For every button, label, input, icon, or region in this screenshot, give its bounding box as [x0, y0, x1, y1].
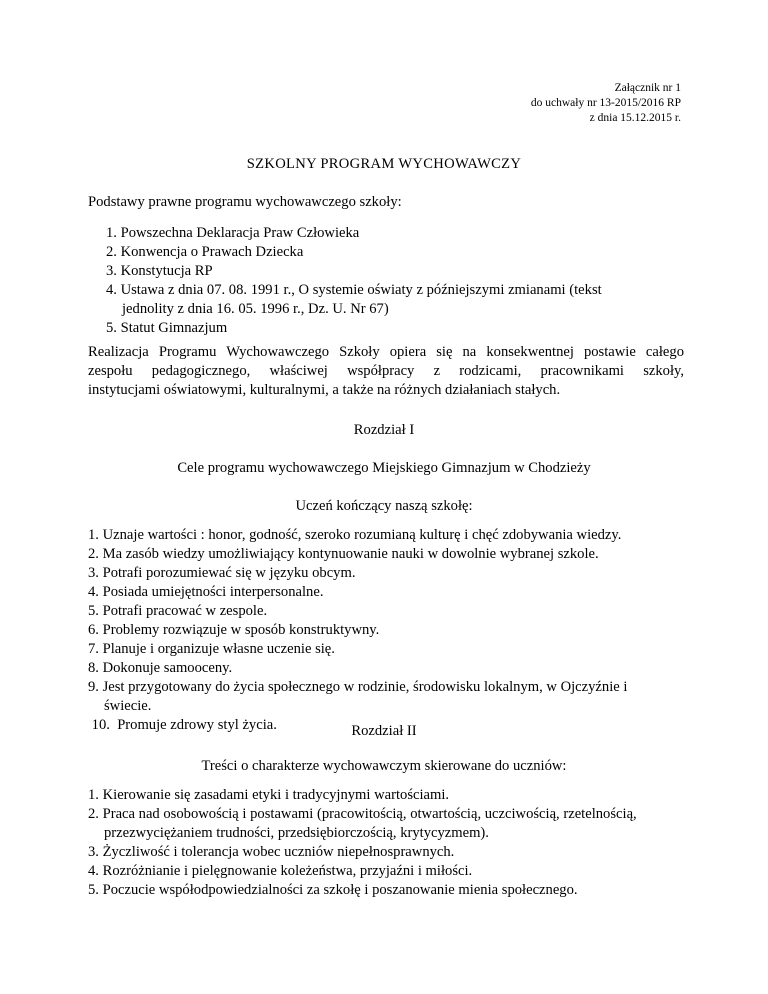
list-item: 8. Dokonuje samooceny.	[88, 660, 233, 676]
annex-number: Załącznik nr 1	[614, 82, 681, 94]
program-paragraph	[88, 343, 684, 400]
annex-resolution: do uchwały nr 13-2015/2016 RP	[530, 97, 681, 109]
list-item: 1. Kierowanie się zasadami etyki i tradycyjnymi wartościami.	[88, 787, 450, 803]
list-item: 2. Ma zasób wiedzy umożliwiający kontynuowanie nauki w dowolnie wybranej szkole.	[88, 546, 599, 562]
paragraph-line: instytucjami oświatowymi, kulturalnymi, a także na różnych działaniach stałych.	[88, 382, 561, 398]
chapter-1-subtitle: Cele programu wychowawczego Miejskiego Gimnazjum w Chodzieży	[177, 460, 591, 476]
paragraph-line: Realizacja Programu Wychowawczego Szkoły opiera się na konsekwentnej postawie całego	[88, 344, 684, 360]
legal-basis-list	[106, 224, 686, 338]
goals-list	[88, 526, 688, 735]
legal-basis-intro: Podstawy prawne programu wychowawczego szkoły:	[88, 194, 402, 210]
list-item: 7. Planuje i organizuje własne uczenie się.	[88, 641, 335, 657]
chapter-2-subtitle: Treści o charakterze wychowawczym skierowane do uczniów:	[201, 758, 567, 774]
list-item: 1. Powszechna Deklaracja Praw Człowieka	[106, 225, 360, 241]
list-item: 1. Uznaje wartości : honor, godność, szeroko rozumianą kulturę i chęć zdobywania wiedzy.	[88, 527, 622, 543]
list-item: 2. Konwencja o Prawach Dziecka	[106, 244, 304, 260]
list-item: 5. Potrafi pracować w zespole.	[88, 603, 268, 619]
chapter-1-lead: Uczeń kończący naszą szkołę:	[295, 498, 473, 514]
annex-date: z dnia 15.12.2015 r.	[589, 112, 681, 124]
list-item: 3. Potrafi porozumiewać się w języku obcym.	[88, 565, 356, 581]
list-item: 5. Statut Gimnazjum	[106, 320, 228, 336]
list-item: 10. Promuje zdrowy styl życia.	[88, 717, 277, 733]
document-title: SZKOLNY PROGRAM WYCHOWAWCZY	[246, 156, 522, 172]
list-item-continuation: świecie.	[104, 698, 152, 714]
list-item: 3. Życzliwość i tolerancja wobec uczniów niepełnosprawnych.	[88, 844, 455, 860]
list-item: 5. Poczucie współodpowiedzialności za szkołę i poszanowanie mienia społecznego.	[88, 882, 578, 898]
contents-list	[88, 786, 688, 900]
list-item: 9. Jest przygotowany do życia społecznego w rodzinie, środowisku lokalnym, w Ojczyźnie i	[88, 679, 628, 695]
list-item: 4. Ustawa z dnia 07. 08. 1991 r., O systemie oświaty z późniejszymi zmianami (tekst	[106, 282, 602, 298]
chapter-2-heading: Rozdział II	[351, 723, 417, 739]
list-item: 4. Rozróżnianie i pielęgnowanie koleżeństwa, przyjaźni i miłości.	[88, 863, 473, 879]
list-item: 2. Praca nad osobowością i postawami (pracowitością, otwartością, uczciwością, rzetelnością,	[88, 806, 637, 822]
list-item: 3. Konstytucja RP	[106, 263, 213, 279]
list-item: 6. Problemy rozwiązuje w sposób konstruktywny.	[88, 622, 380, 638]
list-item-continuation: przezwyciężaniem trudności, przedsiębiorczością, krytycyzmem).	[104, 825, 489, 841]
paragraph-line: zespołu pedagogicznego, właściwej współpracy z rodzicami, pracownikami szkoły,	[88, 363, 684, 379]
annex-header	[531, 81, 681, 126]
chapter-1-heading: Rozdział I	[353, 422, 415, 438]
list-item: 4. Posiada umiejętności interpersonalne.	[88, 584, 324, 600]
list-item-continuation: jednolity z dnia 16. 05. 1996 r., Dz. U. Nr 67)	[122, 301, 389, 317]
